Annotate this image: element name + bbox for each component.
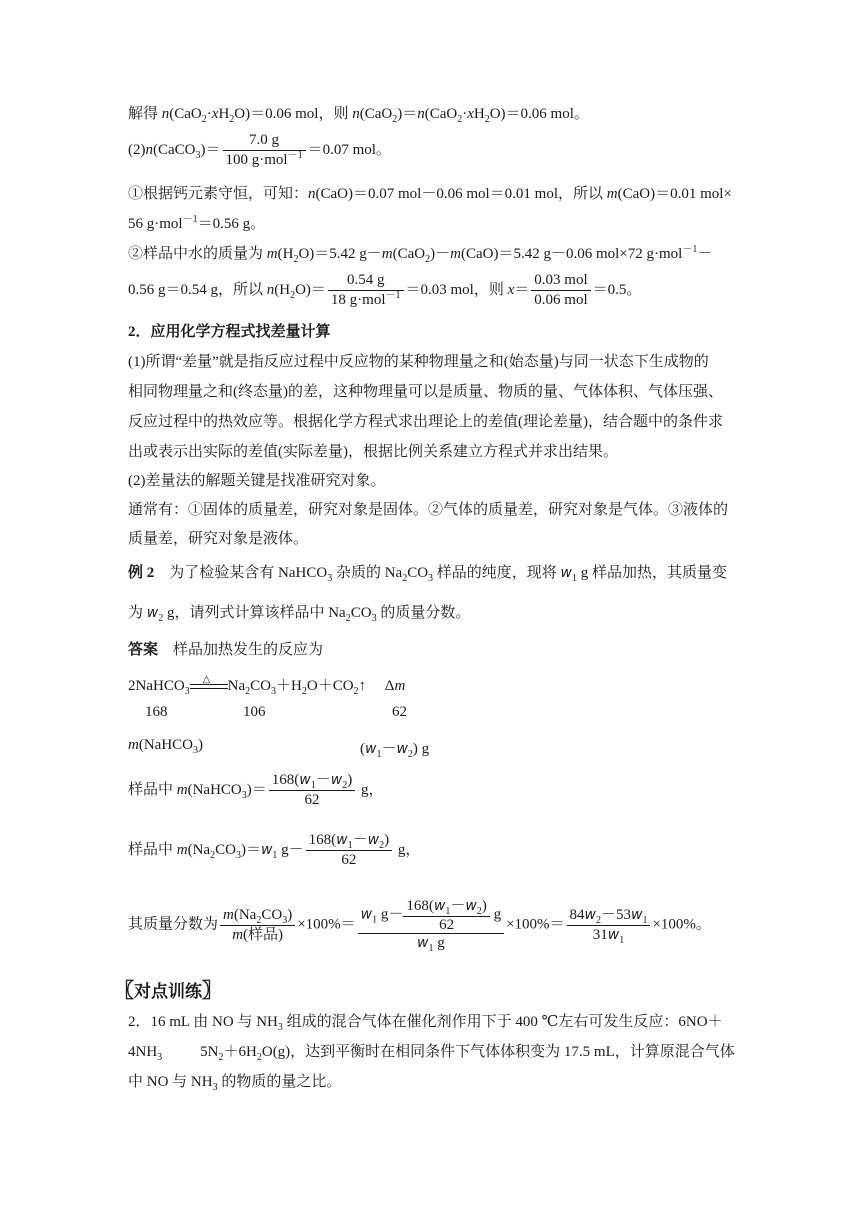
answer-text: 样品加热发生的反应为: [173, 642, 324, 658]
solution-line-1: 解得 $n(CaO_2\cdot xH_2O)=0.06$ mol，则 $n(CaO_2)=n(CaO_2\cdot xH_2O)=0.06$ mol。: [128, 106, 589, 125]
section-2-p1b: 相同物理量之和(终态量)的差，这种物理量可以是质量、物质的量、气体体积、气体压强、: [128, 384, 723, 400]
section-2-p1d: 出或表示出实际的差值(实际差量)，根据比例关系建立方程式并求出结果。: [128, 444, 618, 460]
section-2-p3b: 质量差，研究对象是液体。: [128, 531, 309, 547]
training-header: 〖对点训练〗: [114, 980, 222, 1002]
reaction-equation: 2NaHCO$_3$ △ $Na_2CO_3+H_2O+CO_2↑$ Δm: [128, 673, 406, 697]
training-q2-line-3: 中 NO 与 $NH_3$ 的物质的量之比。: [128, 1074, 342, 1093]
section-2-title: 2．应用化学方程式找差量计算: [128, 324, 331, 340]
coef-106: 106: [243, 704, 266, 720]
answer-label: 答案: [128, 642, 159, 658]
solution-line-6: 0.56 g＝0.54 g，所以 $n(H_2O)=$ $\frac{0.54 g}{18 g\cdot mol^{-1}}$ ＝0.03 mol，则 x＝ $\frac{\text{0.03 mol}}{\text{0.06 mol}}$ ＝0.5。: [128, 272, 642, 308]
example-2-label: 例 2: [128, 565, 155, 581]
training-q2-line-1: 2．16 mL 由 NO 与 $NH_3$ 组成的混合气体在催化剂作用下于 400 ℃左右可发生反应：6NO＋: [128, 1014, 723, 1033]
sample-na2co3-line: 样品中 $m(Na_2CO_3)=w_1$ g－ $\frac{168(w_1-w_2)}{62}$ g，: [128, 832, 421, 868]
coef-62: 62: [392, 704, 407, 720]
solution-line-4: 56 g·mol$^{-1}$＝0.56 g。: [128, 214, 266, 232]
solution-line-2: (2)n(CaCO$_3$)＝ $\frac{7.0 g}{100 g\cdot mol^{-1}}$ ＝0.07 mol。: [128, 132, 391, 168]
w-difference: $(w_1-w_2)$ g: [360, 741, 430, 760]
training-q2-line-2: $4NH_3$ $5N_2+6H_2O(g)$，达到平衡时在相同条件下气体体积变为 17.5 mL，计算原混合气体: [128, 1044, 735, 1063]
section-2-p3a: 通常有：①固体的质量差，研究对象是固体。②气体的质量差，研究对象是气体。③液体的: [128, 502, 729, 518]
answer-line: [128, 640, 323, 660]
heat-equals-sign: △: [190, 680, 228, 694]
section-2-p2: (2)差量法的解题关键是找准研究对象。: [128, 473, 386, 489]
solution-line-5: ②样品中水的质量为 $m(H_2O)=5.42$ g－m(CaO$_2$)－m(CaO)＝5.42 g－0.06 mol×72 g·mol$^{-1}$－: [128, 244, 713, 265]
m-nahco3-label: m(NaHCO$_3$): [128, 737, 203, 756]
example-2-line-1: 例 2 为了检验某含有 NaHCO$_3$ 杂质的 $Na_2CO_3$ 样品的纯度，现将 $w_1$ g 样品加热，其质量变: [128, 565, 728, 584]
section-2-p1c: 反应过程中的热效应等。根据化学方程式求出理论上的差值(理论差量)，结合题中的条件求: [128, 414, 723, 430]
training-title: 对点训练: [134, 982, 202, 1001]
sample-nahco3-line: 样品中 m(NaHCO$_3$)＝ $\frac{168(w_1-w_2)}{62}$ g，: [128, 772, 384, 808]
coef-168: 168: [145, 704, 168, 720]
section-2-p1a: (1)所谓“差量”就是指反应过程中反应物的某种物理量之和(始态量)与同一状态下生成物的: [128, 354, 709, 370]
example-2-line-2: 为 $w_2$ g，请列式计算该样品中 $Na_2CO_3$ 的质量分数。: [128, 605, 471, 624]
solution-line-3: ①根据钙元素守恒，可知：n(CaO)＝0.07 mol－0.06 mol＝0.01 mol，所以 m(CaO)＝0.01 mol×: [128, 186, 732, 202]
mass-fraction-line: 其质量分数为 $\frac{m(Na_2CO_3)}{\text{m(样品)}}$ ×100%＝ $w_1$ g－ $\frac{168(w_1-w_2)}{62}$ g $w_1$ g ×100%＝ $\frac{84w_2-53w_1}{31w_1}$ ×100%。: [128, 898, 711, 954]
